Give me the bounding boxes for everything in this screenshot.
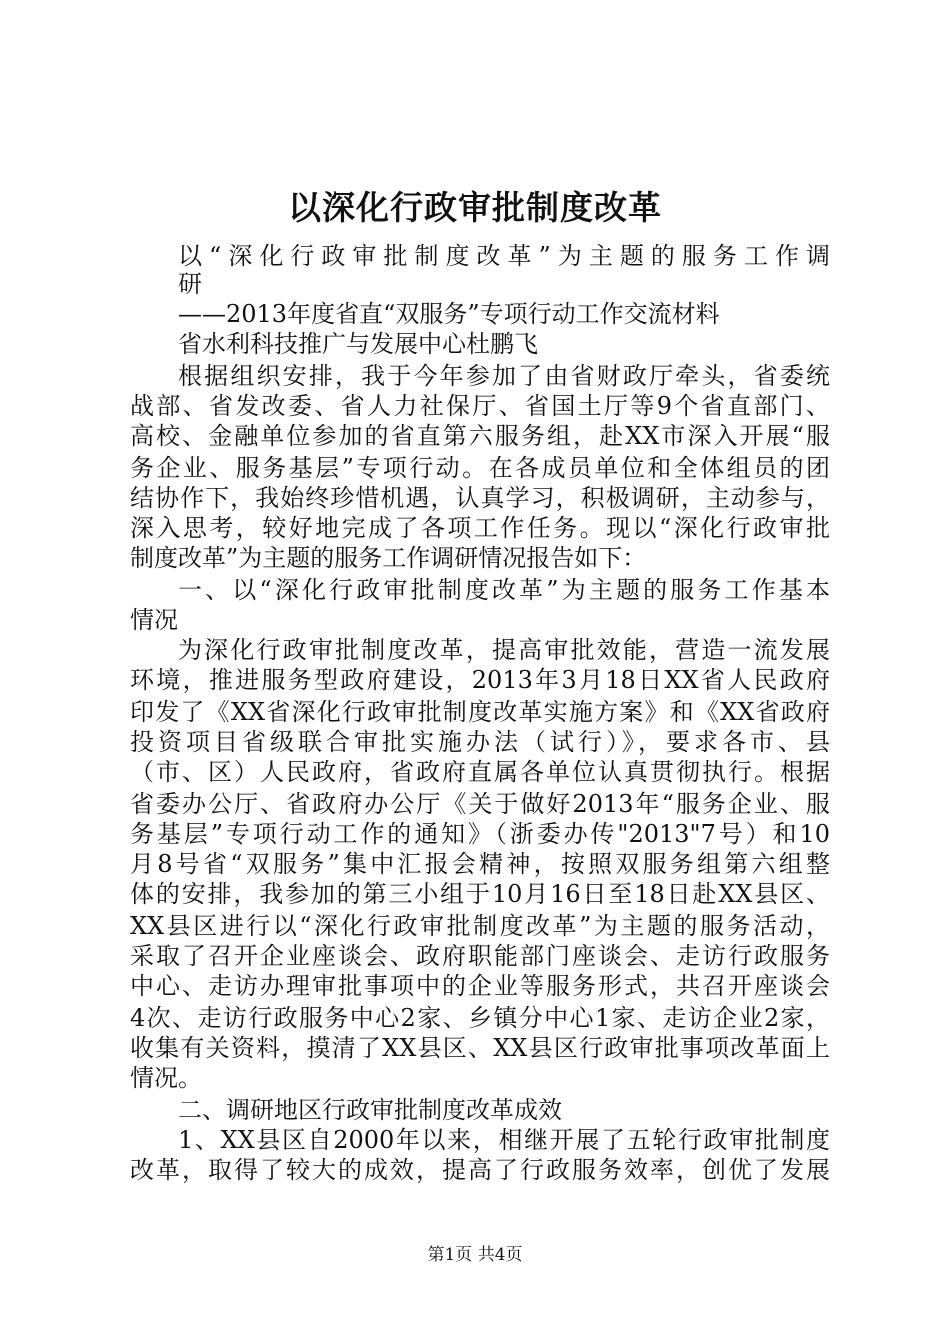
paragraph-line: 体的安排，我参加的第三小组于10月16日至18日赴XX县区、 (130, 880, 830, 908)
paragraph-line: 省委办公厅、省政府办公厅《关于做好2013年“服务企业、服 (130, 790, 830, 818)
section-heading-1-cont: 情况 (130, 606, 178, 634)
section-heading-1: 一、以“深化行政审批制度改革”为主题的服务工作基本 (178, 576, 830, 604)
subtitle-line-3: ——2013年度省直“双服务”专项行动工作交流材料 (178, 300, 720, 328)
paragraph-line: 制度改革”为主题的服务工作调研情况报告如下： (130, 544, 647, 572)
paragraph-line: 采取了召开企业座谈会、政府职能部门座谈会、走访行政服务 (130, 942, 830, 970)
paragraph-line: 收集有关资料，摸清了XX县区、XX县区行政审批事项改革面上 (130, 1034, 830, 1062)
paragraph-line: 环境，推进服务型政府建设，2013年3月18日XX省人民政府 (130, 666, 830, 694)
paragraph-line: 1、XX县区自2000年以来，相继开展了五轮行政审批制度 (178, 1126, 830, 1154)
paragraph-line: 情况。 (130, 1064, 202, 1092)
section-heading-2: 二、调研地区行政审批制度改革成效 (178, 1096, 562, 1124)
paragraph-line: 改革，取得了较大的成效，提高了行政服务效率，创优了发展 (130, 1156, 830, 1184)
subtitle-line-2: 研 (178, 270, 202, 298)
subtitle-line-1: 以“深化行政审批制度改革”为主题的服务工作调 (178, 242, 830, 270)
paragraph-line: 结协作下，我始终珍惜机遇，认真学习，积极调研，主动参与， (130, 484, 830, 512)
paragraph-line: 深入思考，较好地完成了各项工作任务。现以“深化行政审批 (130, 514, 830, 542)
paragraph-line: 月8号省“双服务”集中汇报会精神，按照双服务组第六组整 (130, 850, 830, 878)
paragraph-line: 印发了《XX省深化行政审批制度改革实施方案》和《XX省政府 (130, 698, 830, 726)
paragraph-line: 务企业、服务基层”专项行动。在各成员单位和全体组员的团 (130, 454, 830, 482)
paragraph-line: 根据组织安排，我于今年参加了由省财政厅牵头，省委统 (178, 362, 830, 390)
paragraph-line: 投资项目省级联合审批实施办法（试行）》，要求各市、县 (130, 728, 830, 756)
paragraph-line: 为深化行政审批制度改革，提高审批效能，营造一流发展 (178, 636, 830, 664)
paragraph-line: XX县区进行以“深化行政审批制度改革”为主题的服务活动， (130, 912, 830, 940)
paragraph-line: 4次、走访行政服务中心2家、乡镇分中心1家、走访企业2家， (130, 1004, 830, 1032)
document-title: 以深化行政审批制度改革 (288, 188, 662, 227)
paragraph-line: 务基层”专项行动工作的通知》（浙委办传"2013"7号）和10 (130, 820, 830, 848)
paragraph-line: 高校、金融单位参加的省直第六服务组，赴XX市深入开展“服 (130, 422, 830, 450)
page-number: 第1页 共4页 (427, 1245, 523, 1265)
paragraph-line: 中心、走访办理审批事项中的企业等服务形式，共召开座谈会 (130, 972, 830, 1000)
author-line: 省水利科技推广与发展中心杜鹏飞 (178, 330, 538, 358)
paragraph-line: 战部、省发改委、省人力社保厅、省国土厅等9个省直部门、 (130, 392, 830, 420)
paragraph-line: （市、区）人民政府，省政府直属各单位认真贯彻执行。根据 (130, 758, 830, 786)
